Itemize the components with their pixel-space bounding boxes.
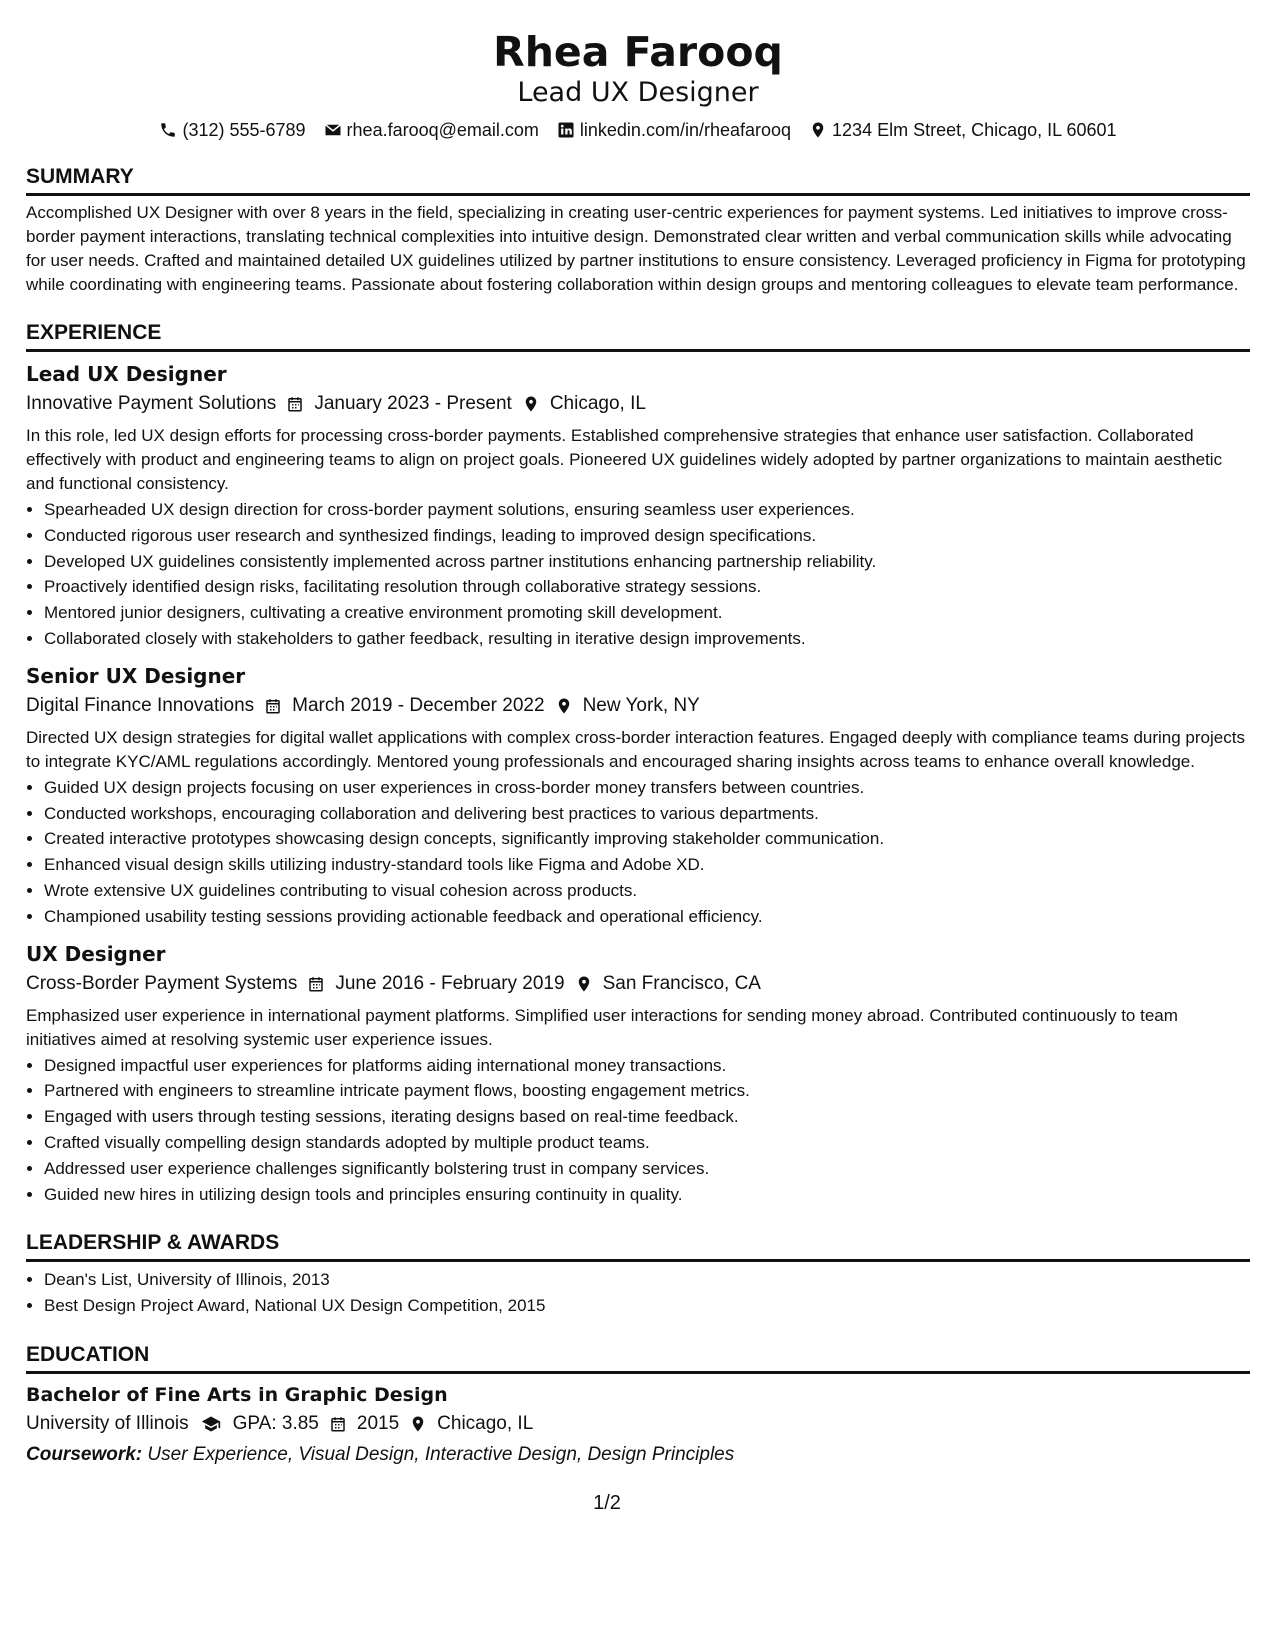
job-bullets <box>26 775 1250 930</box>
job-entry <box>26 940 1250 1208</box>
gpa: GPA: 3.85 <box>199 1409 319 1439</box>
awards-list <box>26 1267 1250 1319</box>
job-title: Lead UX Designer <box>26 362 227 386</box>
job-title: Senior UX Designer <box>26 663 246 688</box>
award-item: • Dean's List, University of Illinois, 2013 <box>44 1267 1250 1293</box>
awards-heading: LEADERSHIP & AWARDS <box>26 1229 1250 1262</box>
bullet-item: • Guided new hires in utilizing design tools and principles ensuring continuity in quality. <box>44 1182 1250 1208</box>
map-pin-icon <box>575 974 593 994</box>
job-title: UX Designer <box>26 941 166 966</box>
school-name: University of Illinois <box>26 1412 189 1434</box>
bullet-item: • Addressed user experience challenges significantly bolstering trust in company services. <box>44 1156 1250 1182</box>
award-item: • Best Design Project Award, National UX Design Competition, 2015 <box>44 1293 1250 1319</box>
job-bullets <box>26 1053 1250 1208</box>
job-dates: January 2023 - Present <box>286 389 512 419</box>
job-meta <box>26 691 1250 721</box>
calendar-icon <box>286 394 304 414</box>
contact-phone[interactable] <box>159 116 305 144</box>
job-bullets <box>26 497 1250 652</box>
calendar-icon <box>307 974 325 994</box>
education-heading: EDUCATION <box>26 1341 1250 1374</box>
candidate-title: Lead UX Designer <box>517 77 759 108</box>
contact-email[interactable] <box>324 116 539 144</box>
job-dates: June 2016 - February 2019 <box>307 969 564 999</box>
job-description: In this role, led UX design efforts for processing cross-border payments. Established comprehensive strategies that enhance user satisfaction. Collaborated effectively with product and engineering teams to align on project goals. Pioneered UX guidelines widely adopted by partner organizations to maintain aesthetic and functional consistency. <box>26 426 1223 493</box>
email-text: rhea.farooq@email.com <box>346 120 539 140</box>
bullet-item: • Conducted rigorous user research and synthesized findings, leading to improved design specifications. <box>44 523 1250 549</box>
job-location: San Francisco, CA <box>575 969 761 999</box>
phone-icon <box>159 121 177 139</box>
bullet-item: • Guided UX design projects focusing on user experiences in cross-border money transfers between countries. <box>44 775 1250 801</box>
map-pin-icon <box>809 121 827 139</box>
bullet-item: • Collaborated closely with stakeholders to gather feedback, resulting in iterative design improvements. <box>44 626 1250 652</box>
map-pin-icon <box>409 1414 427 1434</box>
page-number: 1/2 <box>593 1492 621 1514</box>
bullet-item: • Created interactive prototypes showcasing design concepts, significantly improving stakeholder communication. <box>44 826 1250 852</box>
job-meta <box>26 969 1250 999</box>
address-text: 1234 Elm Street, Chicago, IL 60601 <box>832 120 1117 140</box>
coursework-list: User Experience, Visual Design, Interactive Design, Design Principles <box>147 1443 735 1465</box>
bullet-item: • Wrote extensive UX guidelines contributing to visual cohesion across products. <box>44 878 1250 904</box>
bullet-item: • Developed UX guidelines consistently implemented across partner institutions enhancing partnership reliability. <box>44 549 1250 575</box>
coursework-label: Coursework: <box>26 1443 143 1465</box>
job-company: Digital Finance Innovations <box>26 694 255 716</box>
envelope-icon <box>324 121 342 139</box>
candidate-name: Rhea Farooq <box>493 28 783 76</box>
map-pin-icon <box>522 394 540 414</box>
degree-title: Bachelor of Fine Arts in Graphic Design <box>26 1383 448 1406</box>
calendar-icon <box>329 1414 347 1434</box>
graduation-year: 2015 <box>329 1409 399 1439</box>
experience-heading: EXPERIENCE <box>26 319 1250 352</box>
bullet-item: • Partnered with engineers to streamline intricate payment flows, boosting engagement metrics. <box>44 1078 1250 1104</box>
job-location: Chicago, IL <box>522 389 646 419</box>
linkedin-text: linkedin.com/in/rheafarooq <box>579 120 792 140</box>
bullet-item: • Designed impactful user experiences for platforms aiding international money transactions. <box>44 1053 1250 1079</box>
resume-page <box>26 20 1250 1470</box>
bullet-item: • Conducted workshops, encouraging collaboration and delivering best practices to various departments. <box>44 801 1250 827</box>
graduation-cap-icon <box>199 1414 223 1434</box>
resume-header <box>26 26 1250 144</box>
bullet-item: • Mentored junior designers, cultivating a creative environment promoting skill development. <box>44 600 1250 626</box>
contact-linkedin[interactable] <box>557 116 791 144</box>
job-description: Directed UX design strategies for digital wallet applications with complex cross-border interaction features. Engaged deeply with compliance teams during projects to integrate KYC/AML regulations accordingly. Mentored young professionals and encouraged sharing insights across teams to enhance overall knowledge. <box>26 727 1245 771</box>
job-description: Emphasized user experience in international payment platforms. Simplified user interactions for sending money abroad. Contributed continuously to team initiatives aimed at resolving systemic user experience issues. <box>26 1005 1178 1049</box>
job-meta <box>26 389 1250 419</box>
education-meta <box>26 1409 1250 1439</box>
map-pin-icon <box>555 696 573 716</box>
phone-text: (312) 555-6789 <box>182 120 306 140</box>
job-entry <box>26 360 1250 652</box>
school-location: Chicago, IL <box>409 1409 533 1439</box>
contact-address[interactable] <box>809 116 1117 144</box>
bullet-item: • Enhanced visual design skills utilizing industry-standard tools like Figma and Adobe XD. <box>44 852 1250 878</box>
job-company: Innovative Payment Solutions <box>26 393 277 414</box>
coursework-line <box>26 1440 1250 1470</box>
summary-text: Accomplished UX Designer with over 8 years in the field, specializing in creating user-centric experiences for payment systems. Led initiatives to improve cross-border payment interactions, translating technical complexities into intuitive design. Demonstrated clear written and verbal communication skills while advocating for user needs. Crafted and maintained detailed UX guidelines utilized by partner institutions to ensure consistency. Leveraged proficiency in Figma for prototyping while coordinating with engineering teams. Passionate about fostering collaboration within design groups and mentoring colleagues to elevate team performance. <box>26 203 1246 294</box>
bullet-item: • Spearheaded UX design direction for cross-border payment solutions, ensuring seamless user experiences. <box>44 497 1250 523</box>
bullet-item: • Crafted visually compelling design standards adopted by multiple product teams. <box>44 1130 1250 1156</box>
summary-heading: SUMMARY <box>26 163 1250 196</box>
job-company: Cross-Border Payment Systems <box>26 972 298 994</box>
job-entry <box>26 662 1250 930</box>
linkedin-icon <box>557 121 575 139</box>
job-dates: March 2019 - December 2022 <box>264 691 544 721</box>
job-location: New York, NY <box>555 691 700 721</box>
bullet-item: • Championed usability testing sessions providing actionable feedback and operational efficiency. <box>44 904 1250 930</box>
bullet-item: • Proactively identified design risks, facilitating resolution through collaborative strategy sessions. <box>44 574 1250 600</box>
bullet-item: • Engaged with users through testing sessions, iterating designs based on real-time feedback. <box>44 1104 1250 1130</box>
calendar-icon <box>264 696 282 716</box>
contact-line <box>26 116 1250 144</box>
